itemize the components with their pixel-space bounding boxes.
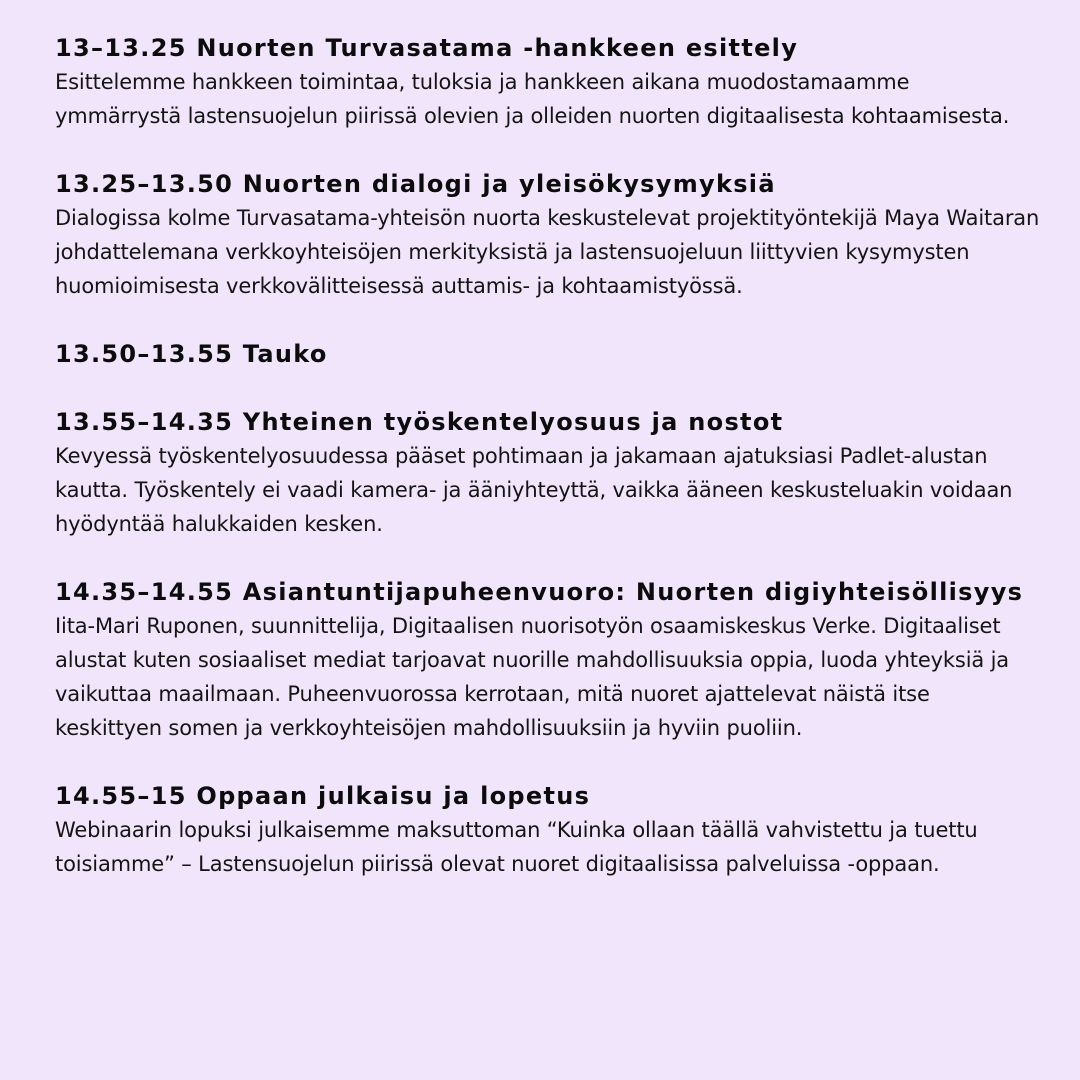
program-item-title: 13.25–13.50 Nuorten dialogi ja yleisökysymyksiä (55, 170, 776, 198)
program-item-title: 13.55–14.35 Yhteinen työskentelyosuus ja nostot (55, 408, 784, 436)
program-item-closing (55, 779, 1040, 881)
program-item-intro (55, 31, 1040, 133)
program-item-title: 13.50–13.55 Tauko (55, 340, 328, 368)
program-item-dialogue (55, 167, 1040, 303)
program-item-workshop (55, 405, 1040, 541)
program-item-description: Dialogissa kolme Turvasatama-yhteisön nuorta keskustelevat projektityöntekijä Maya Waitaran johdattelemana verkkoyhteisöjen merkityksistä ja lastensuojeluun liittyvien kysymysten huomioimisesta verkkovälitteisessä auttamis- ja kohtaamistyössä. (55, 206, 1040, 298)
program-item-break (55, 337, 1040, 371)
program-item-title: 14.55–15 Oppaan julkaisu ja lopetus (55, 782, 591, 810)
program-item-title: 13–13.25 Nuorten Turvasatama -hankkeen esittely (55, 34, 799, 62)
program-item-description: Kevyessä työskentelyosuudessa pääset pohtimaan ja jakamaan ajatuksiasi Padlet-alustan kautta. Työskentely ei vaadi kamera- ja ääniyhteyttä, vaikka ääneen keskusteluakin voidaan hyödyntää halukkaiden kesken. (55, 444, 1013, 536)
program-item-description: Iita-Mari Ruponen, suunnittelija, Digitaalisen nuorisotyön osaamiskeskus Verke. Digitaaliset alustat kuten sosiaaliset mediat tarjoavat nuorille mahdollisuuksia oppia, luoda yhteyksiä ja vaikuttaa maailmaan. Puheenvuorossa kerrotaan, mitä nuoret ajattelevat näistä itse keskittyen somen ja verkkoyhteisöjen mahdollisuuksiin ja hyviin puoliin. (55, 614, 1010, 740)
program-item-expert-talk (55, 575, 1040, 745)
program-item-title: 14.35–14.55 Asiantuntijapuheenvuoro: Nuorten digiyhteisöllisyys (55, 578, 1024, 606)
program-item-description: Esittelemme hankkeen toimintaa, tuloksia ja hankkeen aikana muodostamaamme ymmärrystä lastensuojelun piirissä olevien ja olleiden nuorten digitaalisesta kohtaamisesta. (55, 70, 1010, 128)
program-item-description: Webinaarin lopuksi julkaisemme maksuttoman “Kuinka ollaan täällä vahvistettu ja tuettu toisiamme” – Lastensuojelun piirissä olevat nuoret digitaalisissa palveluissa -oppaan. (55, 818, 978, 876)
